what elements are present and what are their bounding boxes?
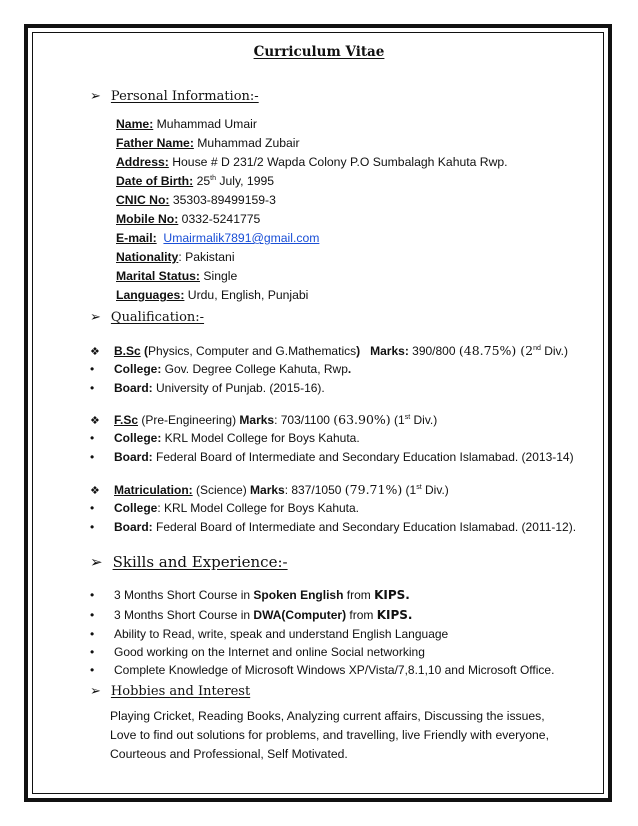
arrow-icon: ➢ <box>90 684 101 699</box>
bsc-college: • College: Gov. Degree College Kahuta, Rwp. <box>90 362 352 376</box>
skill-item: • 3 Months Short Course in Spoken English from KIPS. <box>90 588 410 602</box>
diamond-icon: ❖ <box>90 414 100 427</box>
skill-item: • Good working on the Internet and online Social networking <box>90 645 425 659</box>
section-skills <box>90 553 288 572</box>
field-name: Name: Muhammad Umair <box>116 117 257 131</box>
email-link[interactable]: Umairmalik7891@gmail.com <box>163 231 320 245</box>
field-date-of-birth: Date of Birth: 25th July, 1995 <box>116 174 275 188</box>
bsc-board: • Board: University of Punjab. (2015-16). <box>90 381 325 395</box>
personal-heading: Personal Information:- <box>110 89 259 104</box>
field-nationality: Nationality: Pakistani <box>116 250 235 264</box>
arrow-icon: ➢ <box>90 89 101 104</box>
field-cnic: CNIC No: 35303-89499159-3 <box>116 193 276 207</box>
bullet-icon: • <box>90 588 95 602</box>
section-hobbies <box>90 682 250 700</box>
hobbies-text: Playing Cricket, Reading Books, Analyzing current affairs, Discussing the issues, Love to find out solutions for problems, and travelling, live Friendly with everyone, Courteous and Professional, Self Motivated. <box>110 709 549 761</box>
bullet-icon: • <box>90 520 95 534</box>
matric-board: • Board: Federal Board of Intermediate and Secondary Education Islamabad. (2011-12). <box>90 520 577 534</box>
hobbies-heading: Hobbies and Interest <box>110 684 251 699</box>
qualification-heading: Qualification:- <box>110 310 205 325</box>
diamond-icon: ❖ <box>90 484 100 497</box>
skill-item: • Ability to Read, write, speak and understand English Language <box>90 627 449 641</box>
arrow-icon: ➢ <box>90 310 101 325</box>
field-father-name: Father Name: Muhammad Zubair <box>116 136 300 150</box>
matric-line: ❖ Matriculation: (Science) Marks: 837/1050 (79.71%) (1st Div.) <box>90 482 449 497</box>
page-title: Curriculum Vitae <box>253 44 385 60</box>
skill-item: • 3 Months Short Course in DWA(Computer) from KIPS. <box>90 608 413 622</box>
bullet-icon: • <box>90 450 95 464</box>
bullet-icon: • <box>90 627 95 641</box>
skill-item: • Complete Knowledge of Microsoft Windows XP/Vista/7,8.1,10 and Microsoft Office. <box>90 663 555 677</box>
bullet-icon: • <box>90 431 95 445</box>
section-personal <box>90 87 259 105</box>
fsc-college: • College: KRL Model College for Boys Kahuta. <box>90 431 360 445</box>
bullet-icon: • <box>90 608 95 622</box>
field-address: Address: House # D 231/2 Wapda Colony P.O Sumbalagh Kahuta Rwp. <box>116 155 508 169</box>
fsc-board: • Board: Federal Board of Intermediate and Secondary Education Islamabad. (2013-14) <box>90 450 574 464</box>
bullet-icon: • <box>90 663 95 677</box>
bullet-icon: • <box>90 645 95 659</box>
arrow-icon: ➢ <box>90 553 103 571</box>
field-mobile: Mobile No: 0332-5241775 <box>116 212 261 226</box>
field-marital-status: Marital Status: Single <box>116 269 238 283</box>
section-qualification <box>90 308 204 326</box>
bullet-icon: • <box>90 381 95 395</box>
bullet-icon: • <box>90 362 95 376</box>
skills-heading: Skills and Experience:- <box>112 553 288 571</box>
field-languages: Languages: Urdu, English, Punjabi <box>116 288 309 302</box>
matric-college: • College: KRL Model College for Boys Kahuta. <box>90 501 360 515</box>
bsc-line: ❖ B.Sc (Physics, Computer and G.Mathematics) Marks: 390/800 (48.75%) (2nd Div.) <box>90 343 568 358</box>
diamond-icon: ❖ <box>90 345 100 358</box>
field-email: E-mail: Umairmalik7891@gmail.com <box>116 231 320 245</box>
bullet-icon: • <box>90 501 95 515</box>
fsc-line: ❖ F.Sc (Pre-Engineering) Marks: 703/1100 (63.90%) (1st Div.) <box>90 412 438 427</box>
